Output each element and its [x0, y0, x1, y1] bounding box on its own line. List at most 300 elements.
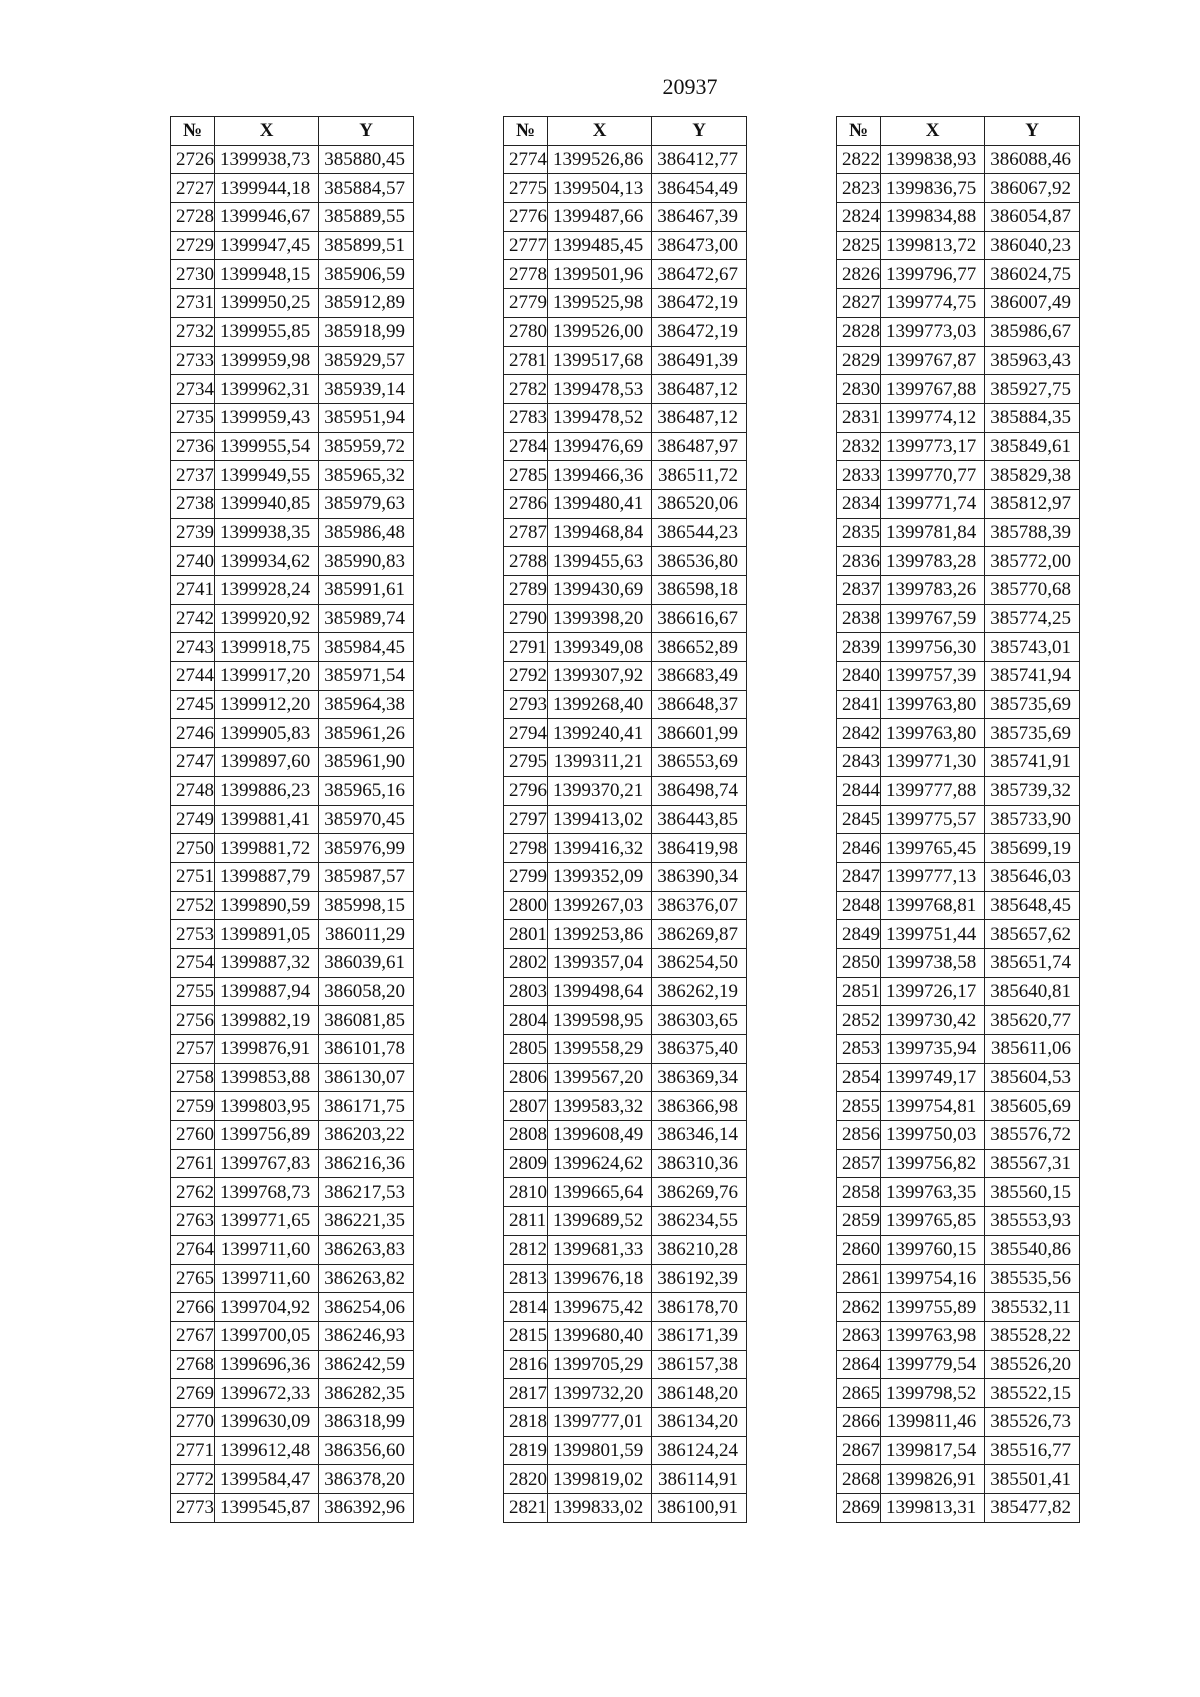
x-coordinate-cell: 1399803,95 — [215, 1092, 319, 1121]
x-coordinate-cell: 1399430,69 — [548, 576, 652, 605]
x-coordinate-cell: 1399962,31 — [215, 375, 319, 404]
x-coordinate-cell: 1399768,81 — [881, 891, 985, 920]
header-number: № — [171, 117, 215, 146]
table-row — [837, 948, 1080, 977]
point-number-cell: 2785 — [504, 461, 548, 490]
point-number-cell: 2750 — [171, 834, 215, 863]
x-coordinate-cell: 1399767,87 — [881, 346, 985, 375]
header-y: Y — [652, 117, 747, 146]
y-coordinate-cell: 386088,46 — [985, 145, 1080, 174]
table-row — [171, 231, 414, 260]
x-coordinate-cell: 1399757,39 — [881, 662, 985, 691]
table-row — [504, 1063, 747, 1092]
point-number-cell: 2804 — [504, 1006, 548, 1035]
y-coordinate-cell: 386242,59 — [319, 1350, 414, 1379]
point-number-cell: 2813 — [504, 1264, 548, 1293]
table-row — [171, 834, 414, 863]
table-row — [504, 948, 747, 977]
x-coordinate-cell: 1399455,63 — [548, 547, 652, 576]
point-number-cell: 2772 — [171, 1465, 215, 1494]
y-coordinate-cell: 385741,94 — [985, 662, 1080, 691]
point-number-cell: 2860 — [837, 1235, 881, 1264]
table-row — [171, 1293, 414, 1322]
table-row — [837, 461, 1080, 490]
y-coordinate-cell: 385526,73 — [985, 1407, 1080, 1436]
table-row — [837, 231, 1080, 260]
table-row — [504, 1264, 747, 1293]
table-row — [171, 1494, 414, 1523]
point-number-cell: 2809 — [504, 1149, 548, 1178]
y-coordinate-cell: 385959,72 — [319, 432, 414, 461]
point-number-cell: 2746 — [171, 719, 215, 748]
table-header-row — [171, 117, 414, 146]
point-number-cell: 2787 — [504, 518, 548, 547]
table-row — [171, 1436, 414, 1465]
table-row — [837, 1035, 1080, 1064]
point-number-cell: 2738 — [171, 489, 215, 518]
y-coordinate-cell: 385560,15 — [985, 1178, 1080, 1207]
x-coordinate-cell: 1399767,59 — [881, 604, 985, 633]
x-coordinate-cell: 1399749,17 — [881, 1063, 985, 1092]
x-coordinate-cell: 1399777,01 — [548, 1407, 652, 1436]
x-coordinate-cell: 1399711,60 — [215, 1235, 319, 1264]
x-coordinate-cell: 1399950,25 — [215, 289, 319, 318]
point-number-cell: 2786 — [504, 489, 548, 518]
point-number-cell: 2789 — [504, 576, 548, 605]
x-coordinate-cell: 1399398,20 — [548, 604, 652, 633]
table-row — [837, 1092, 1080, 1121]
point-number-cell: 2731 — [171, 289, 215, 318]
y-coordinate-cell: 385986,48 — [319, 518, 414, 547]
point-number-cell: 2737 — [171, 461, 215, 490]
x-coordinate-cell: 1399777,88 — [881, 776, 985, 805]
x-coordinate-cell: 1399887,32 — [215, 948, 319, 977]
point-number-cell: 2859 — [837, 1207, 881, 1236]
y-coordinate-cell: 385961,26 — [319, 719, 414, 748]
x-coordinate-cell: 1399735,94 — [881, 1035, 985, 1064]
table-row — [504, 1092, 747, 1121]
point-number-cell: 2740 — [171, 547, 215, 576]
table-row — [171, 719, 414, 748]
x-coordinate-cell: 1399819,02 — [548, 1465, 652, 1494]
point-number-cell: 2840 — [837, 662, 881, 691]
y-coordinate-cell: 385987,57 — [319, 862, 414, 891]
point-number-cell: 2852 — [837, 1006, 881, 1035]
header-number: № — [837, 117, 881, 146]
point-number-cell: 2855 — [837, 1092, 881, 1121]
table-row — [504, 461, 747, 490]
y-coordinate-cell: 386454,49 — [652, 174, 747, 203]
x-coordinate-cell: 1399826,91 — [881, 1465, 985, 1494]
point-number-cell: 2831 — [837, 403, 881, 432]
point-number-cell: 2760 — [171, 1121, 215, 1150]
point-number-cell: 2815 — [504, 1321, 548, 1350]
y-coordinate-cell: 385528,22 — [985, 1321, 1080, 1350]
x-coordinate-cell: 1399672,33 — [215, 1379, 319, 1408]
table-row — [504, 1465, 747, 1494]
y-coordinate-cell: 385899,51 — [319, 231, 414, 260]
table-row — [504, 1293, 747, 1322]
table-row — [504, 518, 747, 547]
table-row — [171, 1321, 414, 1350]
x-coordinate-cell: 1399905,83 — [215, 719, 319, 748]
point-number-cell: 2847 — [837, 862, 881, 891]
point-number-cell: 2784 — [504, 432, 548, 461]
y-coordinate-cell: 386263,82 — [319, 1264, 414, 1293]
x-coordinate-cell: 1399416,32 — [548, 834, 652, 863]
y-coordinate-cell: 386148,20 — [652, 1379, 747, 1408]
x-coordinate-cell: 1399876,91 — [215, 1035, 319, 1064]
y-coordinate-cell: 385772,00 — [985, 547, 1080, 576]
point-number-cell: 2854 — [837, 1063, 881, 1092]
x-coordinate-cell: 1399763,80 — [881, 690, 985, 719]
y-coordinate-cell: 385604,53 — [985, 1063, 1080, 1092]
y-coordinate-cell: 386683,49 — [652, 662, 747, 691]
x-coordinate-cell: 1399526,00 — [548, 317, 652, 346]
point-number-cell: 2755 — [171, 977, 215, 1006]
point-number-cell: 2863 — [837, 1321, 881, 1350]
table-header-row — [837, 117, 1080, 146]
table-row — [504, 662, 747, 691]
table-row — [504, 776, 747, 805]
point-number-cell: 2790 — [504, 604, 548, 633]
table-row — [171, 1264, 414, 1293]
point-number-cell: 2775 — [504, 174, 548, 203]
table-row — [171, 862, 414, 891]
y-coordinate-cell: 386171,39 — [652, 1321, 747, 1350]
y-coordinate-cell: 385648,45 — [985, 891, 1080, 920]
x-coordinate-cell: 1399468,84 — [548, 518, 652, 547]
point-number-cell: 2869 — [837, 1494, 881, 1523]
x-coordinate-cell: 1399751,44 — [881, 920, 985, 949]
table-row — [837, 174, 1080, 203]
table-row — [171, 1178, 414, 1207]
y-coordinate-cell: 385741,91 — [985, 748, 1080, 777]
point-number-cell: 2827 — [837, 289, 881, 318]
table-row — [837, 1436, 1080, 1465]
table-row — [171, 1465, 414, 1494]
x-coordinate-cell: 1399750,03 — [881, 1121, 985, 1150]
x-coordinate-cell: 1399704,92 — [215, 1293, 319, 1322]
point-number-cell: 2865 — [837, 1379, 881, 1408]
point-number-cell: 2866 — [837, 1407, 881, 1436]
x-coordinate-cell: 1399767,88 — [881, 375, 985, 404]
y-coordinate-cell: 386652,89 — [652, 633, 747, 662]
x-coordinate-cell: 1399485,45 — [548, 231, 652, 260]
point-number-cell: 2770 — [171, 1407, 215, 1436]
table-row — [837, 633, 1080, 662]
point-number-cell: 2814 — [504, 1293, 548, 1322]
point-number-cell: 2843 — [837, 748, 881, 777]
point-number-cell: 2757 — [171, 1035, 215, 1064]
x-coordinate-cell: 1399478,53 — [548, 375, 652, 404]
table-row — [504, 604, 747, 633]
y-coordinate-cell: 385929,57 — [319, 346, 414, 375]
table-row — [171, 977, 414, 1006]
x-coordinate-cell: 1399267,03 — [548, 891, 652, 920]
table-row — [171, 317, 414, 346]
table-row — [504, 834, 747, 863]
point-number-cell: 2811 — [504, 1207, 548, 1236]
point-number-cell: 2857 — [837, 1149, 881, 1178]
point-number-cell: 2780 — [504, 317, 548, 346]
x-coordinate-cell: 1399466,36 — [548, 461, 652, 490]
table-row — [837, 834, 1080, 863]
y-coordinate-cell: 385657,62 — [985, 920, 1080, 949]
y-coordinate-cell: 385990,83 — [319, 547, 414, 576]
y-coordinate-cell: 386553,69 — [652, 748, 747, 777]
y-coordinate-cell: 386491,39 — [652, 346, 747, 375]
table-row — [171, 203, 414, 232]
y-coordinate-cell: 385971,54 — [319, 662, 414, 691]
table-row — [837, 1178, 1080, 1207]
table-row — [171, 633, 414, 662]
x-coordinate-cell: 1399887,79 — [215, 862, 319, 891]
x-coordinate-cell: 1399738,58 — [881, 948, 985, 977]
x-coordinate-cell: 1399834,88 — [881, 203, 985, 232]
x-coordinate-cell: 1399755,89 — [881, 1293, 985, 1322]
table-row — [171, 260, 414, 289]
x-coordinate-cell: 1399696,36 — [215, 1350, 319, 1379]
x-coordinate-cell: 1399783,26 — [881, 576, 985, 605]
table-row — [504, 977, 747, 1006]
table-row — [837, 1407, 1080, 1436]
y-coordinate-cell: 385918,99 — [319, 317, 414, 346]
x-coordinate-cell: 1399732,20 — [548, 1379, 652, 1408]
point-number-cell: 2821 — [504, 1494, 548, 1523]
point-number-cell: 2783 — [504, 403, 548, 432]
table-row — [171, 1063, 414, 1092]
point-number-cell: 2837 — [837, 576, 881, 605]
point-number-cell: 2846 — [837, 834, 881, 863]
y-coordinate-cell: 386192,39 — [652, 1264, 747, 1293]
y-coordinate-cell: 386390,34 — [652, 862, 747, 891]
point-number-cell: 2788 — [504, 547, 548, 576]
header-y: Y — [319, 117, 414, 146]
table-row — [837, 891, 1080, 920]
table-row — [504, 1494, 747, 1523]
point-number-cell: 2761 — [171, 1149, 215, 1178]
point-number-cell: 2841 — [837, 690, 881, 719]
x-coordinate-cell: 1399352,09 — [548, 862, 652, 891]
x-coordinate-cell: 1399763,35 — [881, 1178, 985, 1207]
x-coordinate-cell: 1399833,02 — [548, 1494, 652, 1523]
y-coordinate-cell: 386346,14 — [652, 1121, 747, 1150]
table-row — [171, 748, 414, 777]
y-coordinate-cell: 385735,69 — [985, 690, 1080, 719]
table-row — [171, 1149, 414, 1178]
point-number-cell: 2798 — [504, 834, 548, 863]
table-row — [837, 977, 1080, 1006]
x-coordinate-cell: 1399940,85 — [215, 489, 319, 518]
point-number-cell: 2818 — [504, 1407, 548, 1436]
point-number-cell: 2773 — [171, 1494, 215, 1523]
x-coordinate-cell: 1399608,49 — [548, 1121, 652, 1150]
point-number-cell: 2851 — [837, 977, 881, 1006]
point-number-cell: 2793 — [504, 690, 548, 719]
x-coordinate-cell: 1399770,77 — [881, 461, 985, 490]
x-coordinate-cell: 1399370,21 — [548, 776, 652, 805]
x-coordinate-cell: 1399756,30 — [881, 633, 985, 662]
x-coordinate-cell: 1399918,75 — [215, 633, 319, 662]
y-coordinate-cell: 386054,87 — [985, 203, 1080, 232]
table-row — [171, 1035, 414, 1064]
y-coordinate-cell: 386616,67 — [652, 604, 747, 633]
y-coordinate-cell: 385522,15 — [985, 1379, 1080, 1408]
x-coordinate-cell: 1399947,45 — [215, 231, 319, 260]
y-coordinate-cell: 386536,80 — [652, 547, 747, 576]
point-number-cell: 2848 — [837, 891, 881, 920]
y-coordinate-cell: 386392,96 — [319, 1494, 414, 1523]
x-coordinate-cell: 1399487,66 — [548, 203, 652, 232]
table-row — [504, 1035, 747, 1064]
point-number-cell: 2736 — [171, 432, 215, 461]
table-row — [171, 1207, 414, 1236]
y-coordinate-cell: 386101,78 — [319, 1035, 414, 1064]
x-coordinate-cell: 1399881,41 — [215, 805, 319, 834]
x-coordinate-cell: 1399705,29 — [548, 1350, 652, 1379]
x-coordinate-cell: 1399498,64 — [548, 977, 652, 1006]
point-number-cell: 2765 — [171, 1264, 215, 1293]
table-row — [837, 1379, 1080, 1408]
table-row — [504, 1407, 747, 1436]
table-row — [504, 317, 747, 346]
table-row — [837, 346, 1080, 375]
table-row — [171, 920, 414, 949]
y-coordinate-cell: 386472,19 — [652, 289, 747, 318]
x-coordinate-cell: 1399624,62 — [548, 1149, 652, 1178]
point-number-cell: 2850 — [837, 948, 881, 977]
point-number-cell: 2743 — [171, 633, 215, 662]
x-coordinate-cell: 1399583,32 — [548, 1092, 652, 1121]
x-coordinate-cell: 1399307,92 — [548, 662, 652, 691]
table-row — [837, 1321, 1080, 1350]
table-row — [837, 748, 1080, 777]
point-number-cell: 2762 — [171, 1178, 215, 1207]
point-number-cell: 2832 — [837, 432, 881, 461]
y-coordinate-cell: 385965,16 — [319, 776, 414, 805]
x-coordinate-cell: 1399928,24 — [215, 576, 319, 605]
table-row — [171, 289, 414, 318]
point-number-cell: 2867 — [837, 1436, 881, 1465]
table-row — [171, 489, 414, 518]
y-coordinate-cell: 386487,12 — [652, 403, 747, 432]
y-coordinate-cell: 386648,37 — [652, 690, 747, 719]
y-coordinate-cell: 386310,36 — [652, 1149, 747, 1178]
x-coordinate-cell: 1399478,52 — [548, 403, 652, 432]
x-coordinate-cell: 1399675,42 — [548, 1293, 652, 1322]
table-row — [171, 375, 414, 404]
x-coordinate-cell: 1399526,86 — [548, 145, 652, 174]
point-number-cell: 2799 — [504, 862, 548, 891]
x-coordinate-cell: 1399798,52 — [881, 1379, 985, 1408]
x-coordinate-cell: 1399801,59 — [548, 1436, 652, 1465]
x-coordinate-cell: 1399938,73 — [215, 145, 319, 174]
y-coordinate-cell: 386487,97 — [652, 432, 747, 461]
y-coordinate-cell: 386366,98 — [652, 1092, 747, 1121]
table-row — [837, 576, 1080, 605]
table-row — [171, 1235, 414, 1264]
y-coordinate-cell: 385743,01 — [985, 633, 1080, 662]
y-coordinate-cell: 386024,75 — [985, 260, 1080, 289]
x-coordinate-cell: 1399754,16 — [881, 1264, 985, 1293]
x-coordinate-cell: 1399948,15 — [215, 260, 319, 289]
table-row — [171, 891, 414, 920]
y-coordinate-cell: 386124,24 — [652, 1436, 747, 1465]
point-number-cell: 2810 — [504, 1178, 548, 1207]
table-row — [504, 346, 747, 375]
table-row — [504, 1235, 747, 1264]
point-number-cell: 2741 — [171, 576, 215, 605]
x-coordinate-cell: 1399838,93 — [881, 145, 985, 174]
y-coordinate-cell: 385984,45 — [319, 633, 414, 662]
x-coordinate-cell: 1399775,57 — [881, 805, 985, 834]
point-number-cell: 2795 — [504, 748, 548, 777]
y-coordinate-cell: 386520,06 — [652, 489, 747, 518]
point-number-cell: 2808 — [504, 1121, 548, 1150]
point-number-cell: 2729 — [171, 231, 215, 260]
x-coordinate-cell: 1399311,21 — [548, 748, 652, 777]
table-row — [171, 604, 414, 633]
y-coordinate-cell: 385739,32 — [985, 776, 1080, 805]
x-coordinate-cell: 1399881,72 — [215, 834, 319, 863]
table-row — [504, 862, 747, 891]
table-row — [837, 690, 1080, 719]
y-coordinate-cell: 385535,56 — [985, 1264, 1080, 1293]
x-coordinate-cell: 1399897,60 — [215, 748, 319, 777]
x-coordinate-cell: 1399711,60 — [215, 1264, 319, 1293]
point-number-cell: 2839 — [837, 633, 881, 662]
point-number-cell: 2745 — [171, 690, 215, 719]
y-coordinate-cell: 385906,59 — [319, 260, 414, 289]
point-number-cell: 2730 — [171, 260, 215, 289]
y-coordinate-cell: 385884,57 — [319, 174, 414, 203]
table-row — [837, 403, 1080, 432]
point-number-cell: 2845 — [837, 805, 881, 834]
table-row — [837, 604, 1080, 633]
point-number-cell: 2732 — [171, 317, 215, 346]
table-row — [504, 1207, 747, 1236]
table-row — [171, 805, 414, 834]
x-coordinate-cell: 1399891,05 — [215, 920, 319, 949]
point-number-cell: 2728 — [171, 203, 215, 232]
point-number-cell: 2819 — [504, 1436, 548, 1465]
header-x: X — [881, 117, 985, 146]
y-coordinate-cell: 385976,99 — [319, 834, 414, 863]
table-row — [504, 174, 747, 203]
point-number-cell: 2779 — [504, 289, 548, 318]
table-row — [837, 432, 1080, 461]
x-coordinate-cell: 1399680,40 — [548, 1321, 652, 1350]
table-row — [504, 748, 747, 777]
page-number: 20937 — [662, 74, 718, 99]
y-coordinate-cell: 386269,76 — [652, 1178, 747, 1207]
x-coordinate-cell: 1399767,83 — [215, 1149, 319, 1178]
x-coordinate-cell: 1399912,20 — [215, 690, 319, 719]
x-coordinate-cell: 1399771,30 — [881, 748, 985, 777]
x-coordinate-cell: 1399689,52 — [548, 1207, 652, 1236]
y-coordinate-cell: 385880,45 — [319, 145, 414, 174]
table-row — [504, 547, 747, 576]
x-coordinate-cell: 1399774,12 — [881, 403, 985, 432]
y-coordinate-cell: 386081,85 — [319, 1006, 414, 1035]
table-row — [837, 1006, 1080, 1035]
table-row — [837, 1293, 1080, 1322]
x-coordinate-cell: 1399630,09 — [215, 1407, 319, 1436]
x-coordinate-cell: 1399811,46 — [881, 1407, 985, 1436]
point-number-cell: 2828 — [837, 317, 881, 346]
point-number-cell: 2864 — [837, 1350, 881, 1379]
